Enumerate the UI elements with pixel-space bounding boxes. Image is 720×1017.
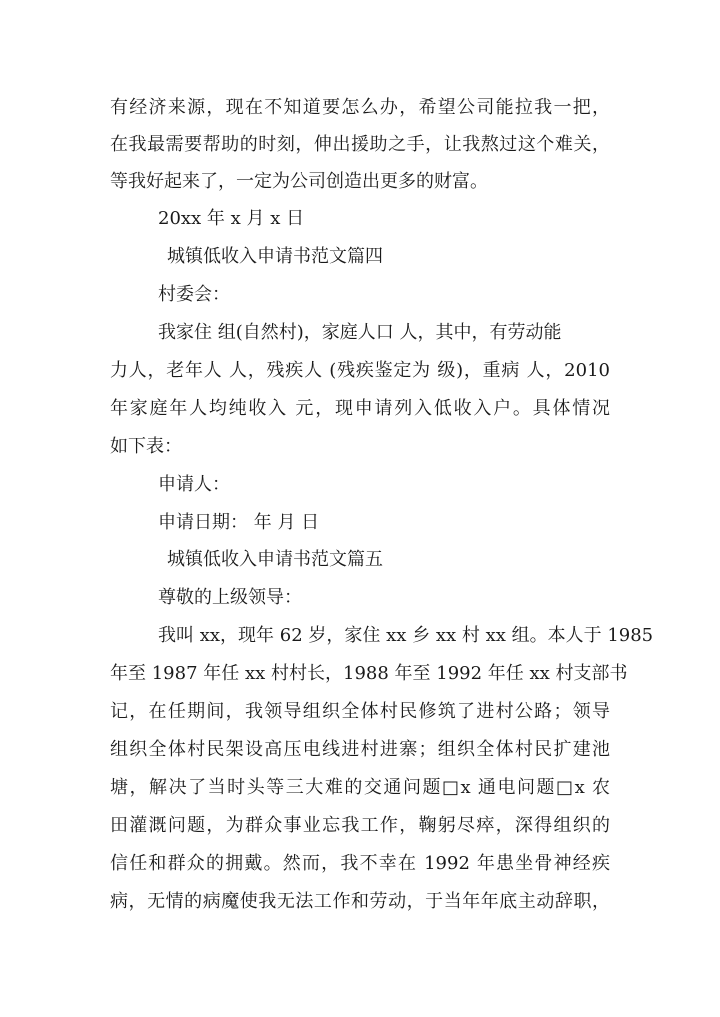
text-line: 信任和群众的拥戴。然而，我不幸在 1992 年患坐骨神经疾 xyxy=(110,853,610,874)
section-heading: 城镇低收入申请书范文篇四 xyxy=(167,246,383,267)
application-date-line: 申请日期： 年 月 日 xyxy=(158,512,320,533)
text-line: 年至 1987 年任 xx 村村长，1988 年至 1992 年任 xx 村支部书 xyxy=(110,663,628,684)
text-line: 年家庭年人均纯收入 元，现申请列入低收入户。具体情况 xyxy=(110,398,610,419)
text-line: 记，在任期间，我领导组织全体村民修筑了进村公路；领导 xyxy=(110,701,610,722)
text-line: 等我好起来了，一定为公司创造出更多的财富。 xyxy=(110,171,488,192)
section-heading: 城镇低收入申请书范文篇五 xyxy=(167,549,383,570)
date-line: 20xx 年 x 月 x 日 xyxy=(158,208,305,229)
salutation: 村委会： xyxy=(158,284,230,305)
text-line: 田灌溉问题，为群众事业忘我工作，鞠躬尽瘁，深得组织的 xyxy=(110,815,610,836)
text-line: 我叫 xx，现年 62 岁，家住 xx 乡 xx 村 xx 组。本人于 1985 xyxy=(158,625,654,646)
text-line: 在我最需要帮助的时刻，伸出援助之手，让我熬过这个难关， xyxy=(110,134,610,155)
text-line: 病，无情的病魔使我无法工作和劳动，于当年年底主动辞职， xyxy=(110,891,610,912)
text-line: 力人，老年人 人，残疾人 (残疾鉴定为 级)，重病 人，2010 xyxy=(110,360,610,381)
text-line: 我家住 组(自然村)，家庭人口 人，其中，有劳动能 xyxy=(158,322,562,343)
text-line: 如下表： xyxy=(110,436,182,457)
text-line: 塘，解决了当时头等三大难的交通问题□x 通电问题□x 农 xyxy=(110,777,610,798)
salutation: 尊敬的上级领导： xyxy=(158,587,302,608)
text-line: 组织全体村民架设高压电线进村进寨；组织全体村民扩建池 xyxy=(110,739,610,760)
text-line: 有经济来源，现在不知道要怎么办，希望公司能拉我一把， xyxy=(110,97,610,118)
applicant-line: 申请人： xyxy=(158,474,230,495)
